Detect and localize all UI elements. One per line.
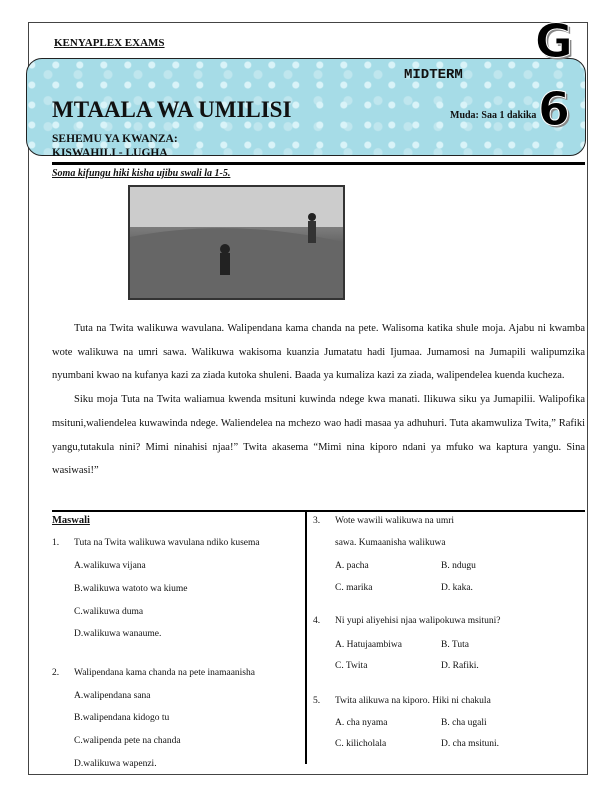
brand-name: KENYAPLEX EXAMS [54,37,165,49]
option: B. Tuta [441,640,469,650]
option: C. Twita [335,661,368,671]
question-number: 4. [313,616,321,626]
duration: Muda: Saa 1 dakika [450,110,537,121]
grade-number: 6 [538,82,571,136]
passage [52,317,585,483]
question-text: Twita alikuwa na kiporo. Hiki ni chakula [335,696,491,706]
passage-paragraph: Tuta na Twita walikuwa wavulana. Walipendana kama chanda na pete. Walisoma katika shule moja. Ajabu ni kwamba wote walikuwa na umri sawa. Walikuwa wakisoma kuanzia Jumatatu hadi Ijumaa. Jumamosi na Jumapili walipumzika nyumbani kwao na kufanya kazi za ziada kutoka shuleni. Baada ya kumaliza kazi za ziada, walipendelea kuenda kucheza. [52,323,585,382]
option: A. pacha [335,561,369,571]
instruction: Soma kifungu hiki kisha ujibu swali la 1-5. [52,168,231,179]
question-number: 5. [313,696,321,706]
passage-paragraph: Siku moja Tuta na Twita waliamua kwenda msituni kuwinda ndege kwa manati. Ilikuwa siku ya Jumapilii. Walipofika msituni,waliendelea kuwawinda ndege. Waliendelea na mchezo wao hadi masaa ya adhuhuri. Tuta akamwuliza Twita,” Rafiki yangu,tutakula nini? Mimi ninahisi njaa!” Twita akasema “Mimi nina kiporo ndani ya mfuko wa kaptura yangu. Sina wasiwasi!” [52,394,585,477]
option: B.walikuwa watoto wa kiume [74,584,188,594]
passage-photo [128,185,345,300]
option: A. cha nyama [335,718,388,728]
option: C.walikuwa duma [74,607,144,617]
subject-label: KISWAHILI - LUGHA [52,147,168,159]
option: C. kilicholala [335,739,387,749]
exam-type: MIDTERM [404,67,463,83]
question-number: 2. [52,668,60,678]
option: D. Rafiki. [441,661,479,671]
divider [52,510,585,512]
divider [52,162,585,165]
exam-section [52,132,178,160]
questions-heading: Maswali [52,515,90,526]
column-divider [305,511,307,764]
question-text: Wote wawili walikuwa na umri [335,516,455,526]
question-text: Ni yupi aliyehisi njaa walipokuwa msituni? [335,616,501,626]
option: A.walikuwa vijana [74,561,146,571]
option: D. kaka. [441,583,473,593]
option: C. marika [335,583,373,593]
question-number: 3. [313,516,321,526]
grade-letter: G [535,14,573,68]
option: D.walikuwa wapenzi. [74,759,157,769]
option: A. Hatujaambiwa [335,640,403,650]
option: D. cha msituni. [441,739,500,749]
children-playing-image [130,187,343,298]
question-text: Tuta na Twita walikuwa wavulana ndiko kusema [74,538,260,548]
option: B.walipendana kidogo tu [74,713,170,723]
option: D.walikuwa wanaume. [74,629,162,639]
option: B. ndugu [441,561,476,571]
question-number: 1. [52,538,60,548]
option: B. cha ugali [441,718,487,728]
exam-title: MTAALA WA UMILISI [52,97,292,122]
option: A.walipendana sana [74,691,151,701]
question-text: Walipendana kama chanda na pete inamaanisha [74,668,255,678]
section-label: SEHEMU YA KWANZA: [52,133,178,145]
option: C.walipenda pete na chanda [74,736,181,746]
question-text: sawa. Kumaanisha walikuwa [335,538,446,548]
